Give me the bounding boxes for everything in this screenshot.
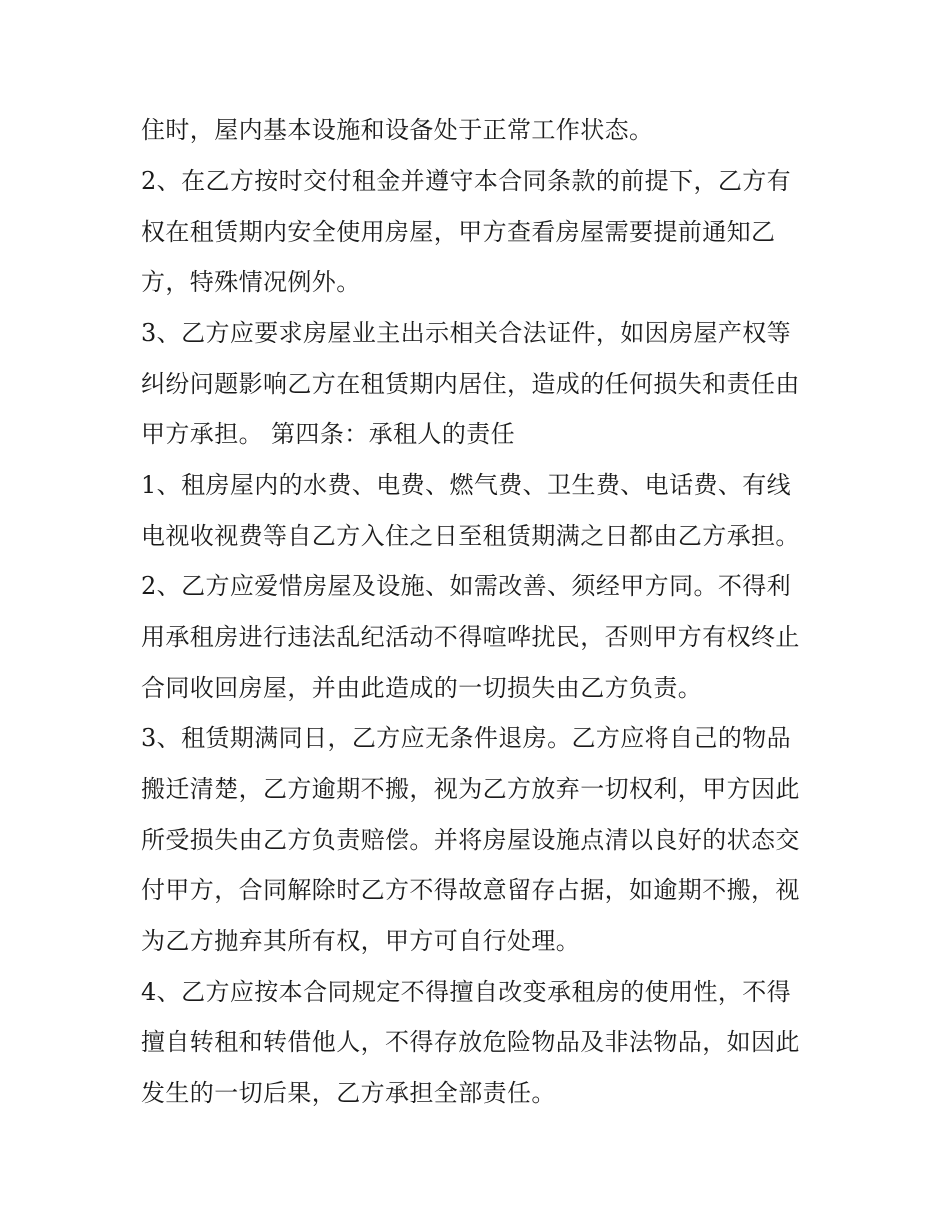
text-line: 纠纷问题影响乙方在租赁期内居住，造成的任何损失和责任由 (141, 370, 800, 398)
text-line: 住时，屋内基本设施和设备处于正常工作状态。 (141, 116, 654, 144)
text-line: 为乙方抛弃其所有权，甲方可自行处理。 (141, 927, 581, 955)
text-line: 甲方承担。 第四条：承租人的责任 (141, 420, 516, 448)
text-line: 权在租赁期内安全使用房屋，甲方查看房屋需要提前通知乙 (141, 218, 776, 246)
text-line: 方，特殊情况例外。 (141, 268, 361, 296)
text-line: 2、乙方应爱惜房屋及设施、如需改善、须经甲方同。不得利 (141, 572, 792, 600)
text-line: 擅自转租和转借他人，不得存放危险物品及非法物品，如因此 (141, 1028, 800, 1056)
text-line: 3、乙方应要求房屋业主出示相关合法证件，如因房屋产权等 (141, 319, 792, 347)
text-line: 1、租房屋内的水费、电费、燃气费、卫生费、电话费、有线 (141, 471, 792, 499)
text-line: 合同收回房屋，并由此造成的一切损失由乙方负责。 (141, 674, 703, 702)
text-line: 付甲方，合同解除时乙方不得故意留存占据，如逾期不搬，视 (141, 876, 800, 904)
text-line: 发生的一切后果，乙方承担全部责任。 (141, 1079, 556, 1107)
text-line: 3、租赁期满同日，乙方应无条件退房。乙方应将自己的物品 (141, 724, 792, 752)
text-line: 所受损失由乙方负责赔偿。并将房屋设施点清以良好的状态交 (141, 826, 800, 854)
text-line: 4、乙方应按本合同规定不得擅自改变承租房的使用性，不得 (141, 978, 792, 1006)
text-line: 2、在乙方按时交付租金并遵守本合同条款的前提下，乙方有 (141, 167, 792, 195)
text-line: 搬迁清楚，乙方逾期不搬，视为乙方放弃一切权利，甲方因此 (141, 775, 800, 803)
text-line: 电视收视费等自乙方入住之日至租赁期满之日都由乙方承担。 (141, 522, 800, 550)
text-line: 用承租房进行违法乱纪活动不得喧哗扰民，否则甲方有权终止 (141, 623, 800, 651)
